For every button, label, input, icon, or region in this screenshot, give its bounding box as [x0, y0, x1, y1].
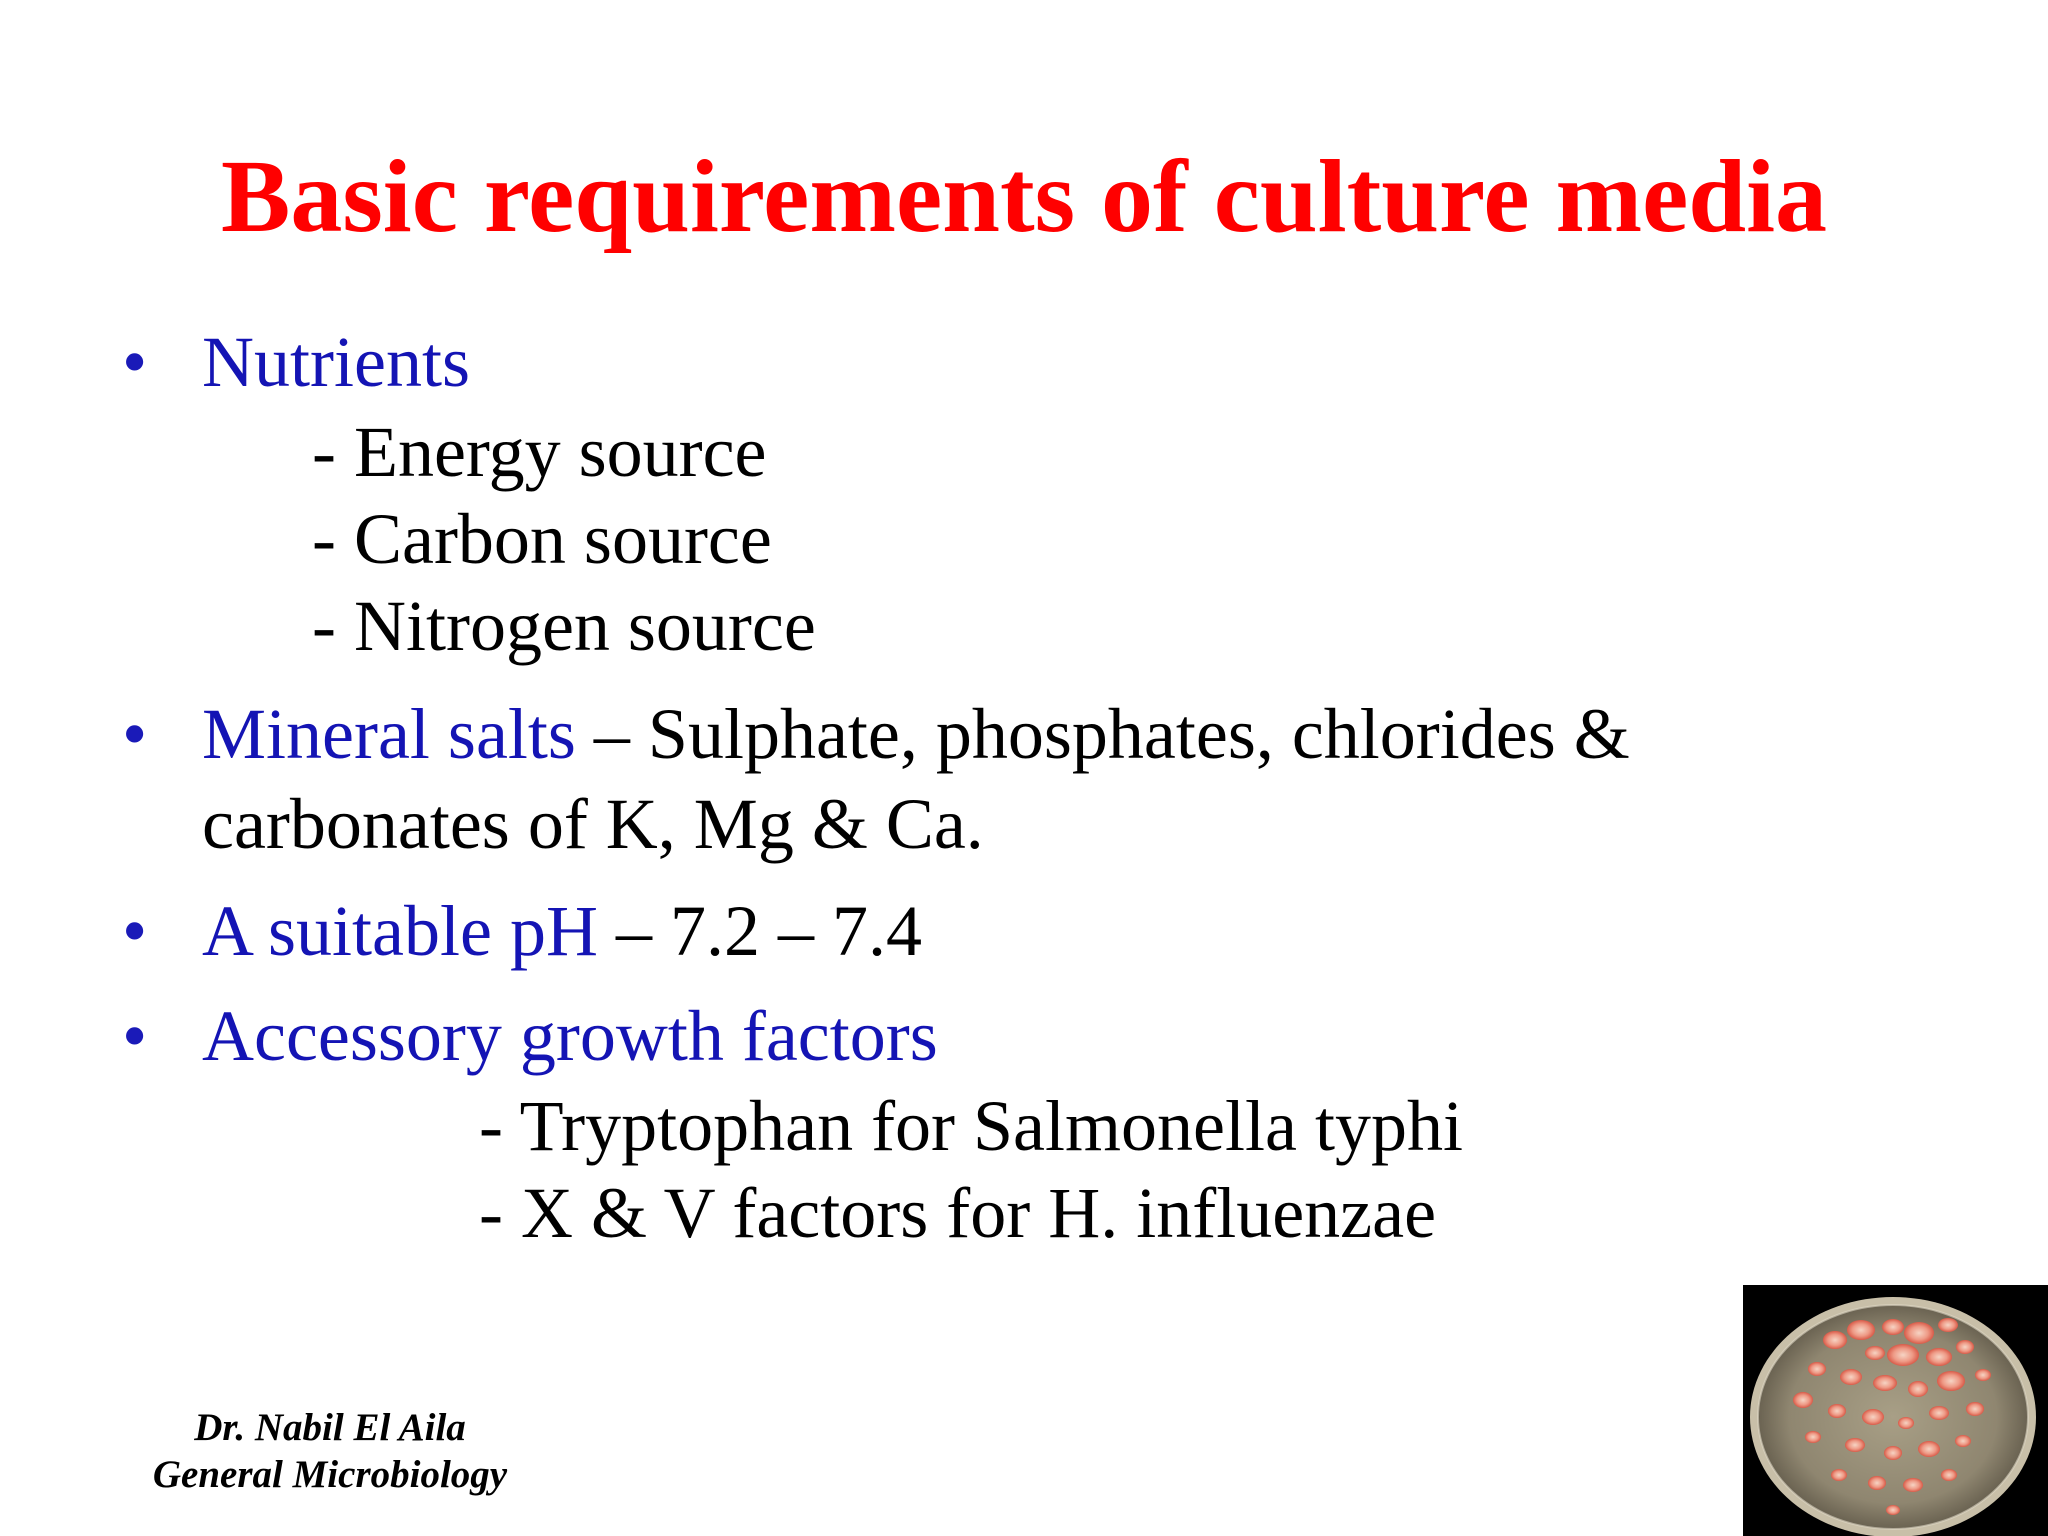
bullet-rest-mineral-salts: – Sulphate, phosphates, chlorides &	[575, 694, 1630, 774]
sub-item-nitrogen-source: - Nitrogen source	[312, 586, 816, 666]
bullet-continuation-mineral-salts: carbonates of K, Mg & Ca.	[202, 784, 984, 864]
author-footer	[130, 1405, 530, 1499]
petri-dish-culture-photo-icon	[1743, 1285, 2048, 1536]
bullet-symbol: •	[122, 996, 148, 1076]
bullet-symbol: •	[122, 891, 148, 971]
petri-dish-image	[1743, 1285, 2048, 1536]
bullet-lead-accessory-growth-factors: Accessory growth factors	[202, 996, 938, 1076]
sub-item-carbon-source: - Carbon source	[312, 499, 772, 579]
slide-title: Basic requirements of culture media	[220, 139, 1828, 254]
bullet-symbol: •	[122, 694, 148, 774]
sub-item-xv-factors: - X & V factors for H. influenzae	[479, 1173, 1437, 1253]
bullet-lead-ph: A suitable pH	[202, 891, 598, 971]
bullet-symbol: •	[122, 322, 148, 402]
sub-item-tryptophan: - Tryptophan for Salmonella typhi	[479, 1086, 1463, 1166]
bullet-rest-ph: – 7.2 – 7.4	[597, 891, 922, 971]
author-name: Dr. Nabil El Aila	[194, 1406, 466, 1449]
bullet-lead-nutrients: Nutrients	[202, 322, 470, 402]
bullet-lead-mineral-salts: Mineral salts	[202, 694, 576, 774]
sub-item-energy-source: - Energy source	[312, 412, 767, 492]
course-name: General Microbiology	[152, 1452, 508, 1496]
